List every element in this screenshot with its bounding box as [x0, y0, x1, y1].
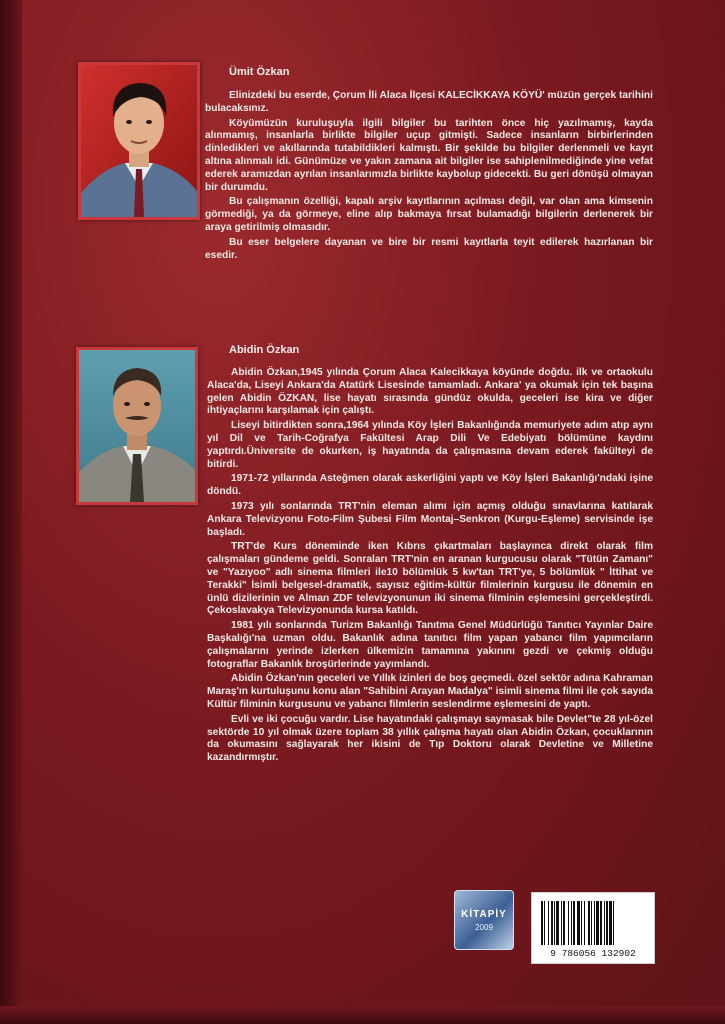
barcode-bar	[613, 901, 614, 945]
barcode-bar	[594, 901, 595, 945]
author1-photo	[78, 62, 200, 220]
author1-name: Ümit Özkan	[229, 66, 290, 78]
bio-paragraph: Bu çalışmanın özelliği, kapalı arşiv kayıtlarının açılması değil, var olan ama kimsenin görmediği, ya da görmeye, eline alıp bakmaya fırsat bulamadığı bilgilerin derlenerek bir araya getirilmiş olmasıdır.	[205, 196, 653, 233]
bio-paragraph: Liseyi bitirdikten sonra,1964 yılında Köy İşleri Bakanlığında memuriyete adım atıp aynı yıl Dil ve Tarih-Coğrafya Fakültesi Arap Dili Ve Edebiyatı bölümüne kaydını yaptırdı.Üniversite de okurken, iş hayatında da çalışmasına devam ederek fakülteyi de bitirdi.	[207, 420, 653, 470]
bio-paragraph: 1971-72 yıllarında Asteğmen olarak askerliğini yaptı ve Köy İşleri Bakanlığı'ndaki işine döndü.	[207, 473, 653, 498]
sticker-label: KİTAPİY	[461, 909, 507, 920]
barcode-bar	[600, 901, 602, 945]
barcode-bar	[551, 901, 553, 945]
cover-left-edge	[0, 0, 22, 1024]
barcode-bars	[539, 901, 647, 945]
barcode-bar	[568, 901, 569, 945]
bio-paragraph: Abidin Özkan,1945 yılında Çorum Alaca Kalecikkaya köyünde doğdu. ilk ve ortaokulu Alaca'da, Liseyi Ankara'da Atatürk Lisesinde tamamladı. Ankara' ya okumak için tek başına gelen Abidin ÖZKAN, lise hayatı sırasında gündüz okulda, geceleri ise kira ve diğer ihtiyaçlarını karşılamak için çalıştı.	[207, 367, 653, 417]
barcode-bar	[591, 901, 592, 945]
author1-bio	[205, 90, 653, 264]
barcode-bar	[596, 901, 599, 945]
barcode-bar	[554, 901, 555, 945]
hologram-sticker	[454, 890, 514, 950]
bio-paragraph: Bu eser belgelere dayanan ve bire bir resmi kayıtlarla teyit edilerek hazırlanan bir esedir.	[205, 236, 653, 261]
barcode-bar	[556, 901, 559, 945]
barcode-bar	[604, 901, 605, 945]
barcode-number: 9 786056 132902	[550, 948, 636, 959]
barcode-bar	[548, 901, 549, 945]
bio-paragraph: TRT'de Kurs döneminde iken Kıbrıs çıkartmaları başlayınca direkt olarak film çalışmaları gündeme geldi. Sonraları TRT'nin en aranan kurgucusu olarak "Tütün Zamanı" ve "Yazıyoo" adlı sinema filmleri ile10 bölümlük 5 kw'tan TRT'ye, 5 bölümlük " İttihat ve Terakki" İsimli belgesel-dramatik, sayısız eğitim-kültür filmlerinin kurgusu ile dönemin en ünlü dizilerinin ve Alman ZDF televizyonunun iki sinema filminin eşlemesini gerçekleştirdi. Çekoslavakya Televizyonunda kursa katıldı.	[207, 541, 653, 617]
barcode-bar	[584, 901, 585, 945]
bio-paragraph: Evli ve iki çocuğu vardır. Lise hayatındaki çalışmayı saymasak bile Devlet"te 28 yıl-özel sektörde 10 yıl olmak üzere toplam 38 yıllık çalışma hayatı olan Abidin Özkan, çocuklarının da okumasını sağlayarak her ikisini de Tıp Doktoru olarak Devletine ve Milletine kazandırmıştır.	[207, 713, 653, 764]
author2-bio	[207, 367, 653, 767]
cover-bottom-edge	[0, 1006, 725, 1024]
barcode-bar	[571, 901, 572, 945]
sticker-year: 2009	[475, 923, 493, 932]
barcode-bar	[588, 901, 590, 945]
barcode-bar	[609, 901, 612, 945]
author2-name: Abidin Özkan	[229, 344, 300, 356]
isbn-barcode	[531, 892, 655, 964]
barcode-bar	[573, 901, 575, 945]
bio-paragraph: Abidin Özkan'nın geceleri ve Yıllık izinleri de boş geçmedi. özel sektör adına Kahraman Maraş'ın kurtuluşunu konu alan "Sahibini Arayan Madalya" isimli sinema filmi ile çok sayıda Kültür filminin kurgusunu ve yabancı filmlerin seslendirme eşlemesini de yaptı.	[207, 673, 653, 710]
bio-paragraph: 1973 yılı sonlarında TRT'nin eleman alımı için açmış olduğu sınavlarına katılarak Ankara Televizyonu Foto-Film Şubesi Film Montaj–Senkron (Kurgu-Eşleme) servisinde işe başladı.	[207, 500, 653, 538]
bio-paragraph: 1981 yılı sonlarında Turizm Bakanlığı Tanıtma Genel Müdürlüğü Tanıtıcı Yayınlar Daire Başkalığı'na uzman oldu. Bakanlık adına tanıtıcı film yapan yabancı film yapımcıların çalışmalarını yerinde izlerken ülkemizin tamamına yakınını gezdi ve çekmiş olduğu fotograflar Bakanlık broşürlerinde yayımlandı.	[207, 620, 653, 670]
barcode-bar	[577, 901, 580, 945]
bio-paragraph: Köyümüzün kuruluşuyla ilgili bilgiler bu tarihten önce hiç yazılmamış, kayda alınmamış, insanlarla birlikte bilgiler uçup gitmişti. Sadece insanların birbirlerinden dinledikleri ve akıllarında tutabildikleri kalmıştı. Bir şekilde bu bilgiler derlenmeli ve kayıt altına alınmalı idi. Günümüze ve yakın zamana ait bilgiler ise sahiplenilmediğinde yine vefat ederek aramızdan ayrılan insanlarımızla birlikte kaybolup gidecekti. Bu geri dönüşü olmayan bir durumdu.	[205, 117, 653, 193]
barcode-bar	[563, 901, 565, 945]
barcode-bar	[581, 901, 582, 945]
barcode-bar	[606, 901, 608, 945]
barcode-bar	[544, 901, 545, 945]
barcode-bar	[561, 901, 562, 945]
barcode-bar	[541, 901, 543, 945]
bio-paragraph: Elinizdeki bu eserde, Çorum İli Alaca İlçesi KALECİKKAYA KÖYÜ' müzün gerçek tarihini bulacaksınız.	[205, 90, 653, 114]
author2-photo	[76, 347, 198, 505]
